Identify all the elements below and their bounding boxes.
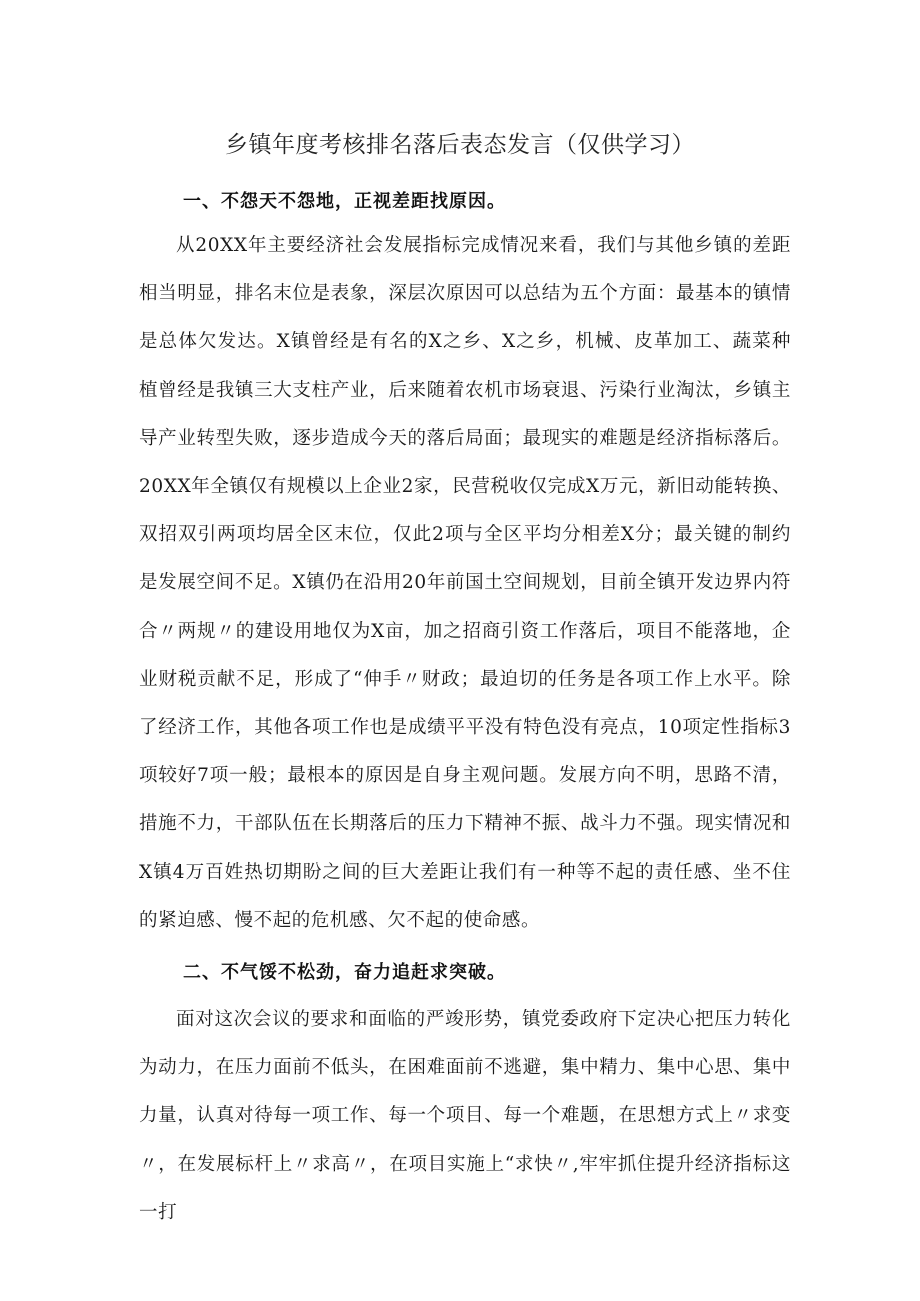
section-paragraph-2: 面对这次会议的要求和面临的严竣形势，镇党委政府下定决心把压力转化为动力，在压力面前不低头，在困难面前不逃避，集中精力、集中心思、集中力量，认真对待每一项工作、每一个项目、每一个难题，在思想方式上〃求变〃，在发展标杆上〃求高〃，在项目实施上“求快〃,牢牢抓住提升经济指标这一打 (139, 1009, 791, 1223)
section-heading-2: 二、不气馁不松劲，奋力追赶求突破。 (183, 962, 506, 983)
section-paragraph-1: 从20XX年主要经济社会发展指标完成情况来看，我们与其他乡镇的差距相当明显，排名末位是表象，深层次原因可以总结为五个方面：最基本的镇情是总体欠发达。X镇曾经是有名的X之乡、X之乡，机械、皮革加工、蔬菜种植曾经是我镇三大支柱产业，后来随着农机市场衰退、污染行业淘汰，乡镇主导产业转型失败，逐步造成今天的落后局面；最现实的难题是经济指标落后。20XX年全镇仅有规模以上企业2家，民营税收仅完成X万元，新旧动能转换、双招双引两项均居全区末位，仅此2项与全区平均分相差X分；最关键的制约是发展空间不足。X镇仍在沿用20年前国土空间规划，目前全镇开发边界内符合〃两规〃的建设用地仅为X亩，加之招商引资工作落后，项目不能落地，企业财税贡献不足，形成了“伸手〃财政；最迫切的任务是各项工作上水平。除了经济工作，其他各项工作也是成绩平平没有特色没有亮点，10项定性指标3项较好7项一般；最根本的原因是自身主观问题。发展方向不明，思路不清，措施不力，干部队伍在长期落后的压力下精神不振、战斗力不强。现实情况和X镇4万百姓热切期盼之间的巨大差距让我们有一种等不起的责任感、坐不住的紧迫感、慢不起的危机感、欠不起的使命感。 (139, 235, 791, 931)
section-heading-1: 一、不怨天不怨地，正视差距找原因。 (183, 191, 506, 212)
document-title: 乡镇年度考核排名落后表态发言（仅供学习） (225, 132, 695, 158)
